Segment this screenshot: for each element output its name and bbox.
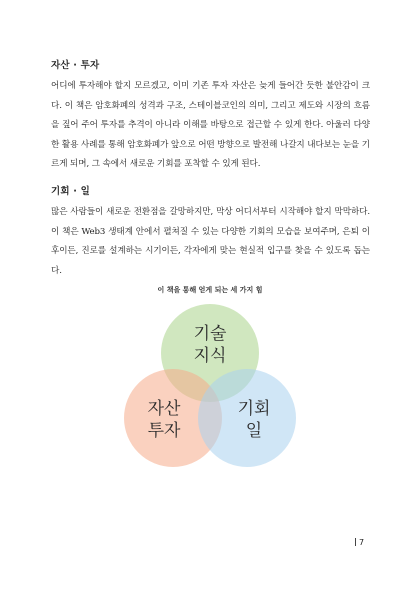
section-paragraph: 어디에 투자해야 할지 모르겠고, 이미 기존 투자 자산은 늦게 들어간 듯한 불안감이 크다. 이 책은 암호화폐의 성격과 구조, 스테이블코인의 의미, 그리고 제도와 시장의 흐름을 짚어 주어 투자를 추격이 아니라 이해를 바탕으로 접근할 수 있게 한다. 아울러 다양한 활용 사례를 통해 암호화폐가 앞으로 어떤 방향으로 발전해 나갈지 내다보는 눈을 기르게 되며, 그 속에서 새로운 기회를 포착할 수 있게 된다. xyxy=(51,81,370,169)
page-number-divider xyxy=(355,538,356,546)
venn-label-line: 기술 xyxy=(193,324,227,344)
venn-label-line: 기회 xyxy=(237,399,271,419)
section-paragraph: 많은 사람들이 새로운 전환점을 갈망하지만, 막상 어디서부터 시작해야 할지 막막하다. 이 책은 Web3 생태계 안에서 펼쳐질 수 있는 다양한 기회의 모습을 보여주며, 은퇴 이후이든, 진로를 설계하는 시기이든, 각자에게 맞는 현실적 입구를 찾을 수 있도록 돕는다. xyxy=(51,207,370,276)
page-number-text: 7 xyxy=(359,538,365,547)
venn-label-line: 일 xyxy=(245,421,263,441)
venn-label-line: 자산 xyxy=(147,399,181,419)
venn-label-technology xyxy=(170,323,250,367)
page-number xyxy=(355,538,364,547)
diagram-caption: 이 책을 통해 얻게 되는 세 가지 힘 xyxy=(157,286,263,294)
section-heading: 기회 · 일 xyxy=(51,186,90,197)
venn-label-asset xyxy=(124,398,204,442)
venn-label-opportunity xyxy=(214,398,294,442)
venn-label-line: 투자 xyxy=(147,421,181,441)
venn-label-line: 지식 xyxy=(193,346,227,366)
section-heading: 자산 · 투자 xyxy=(51,60,100,71)
